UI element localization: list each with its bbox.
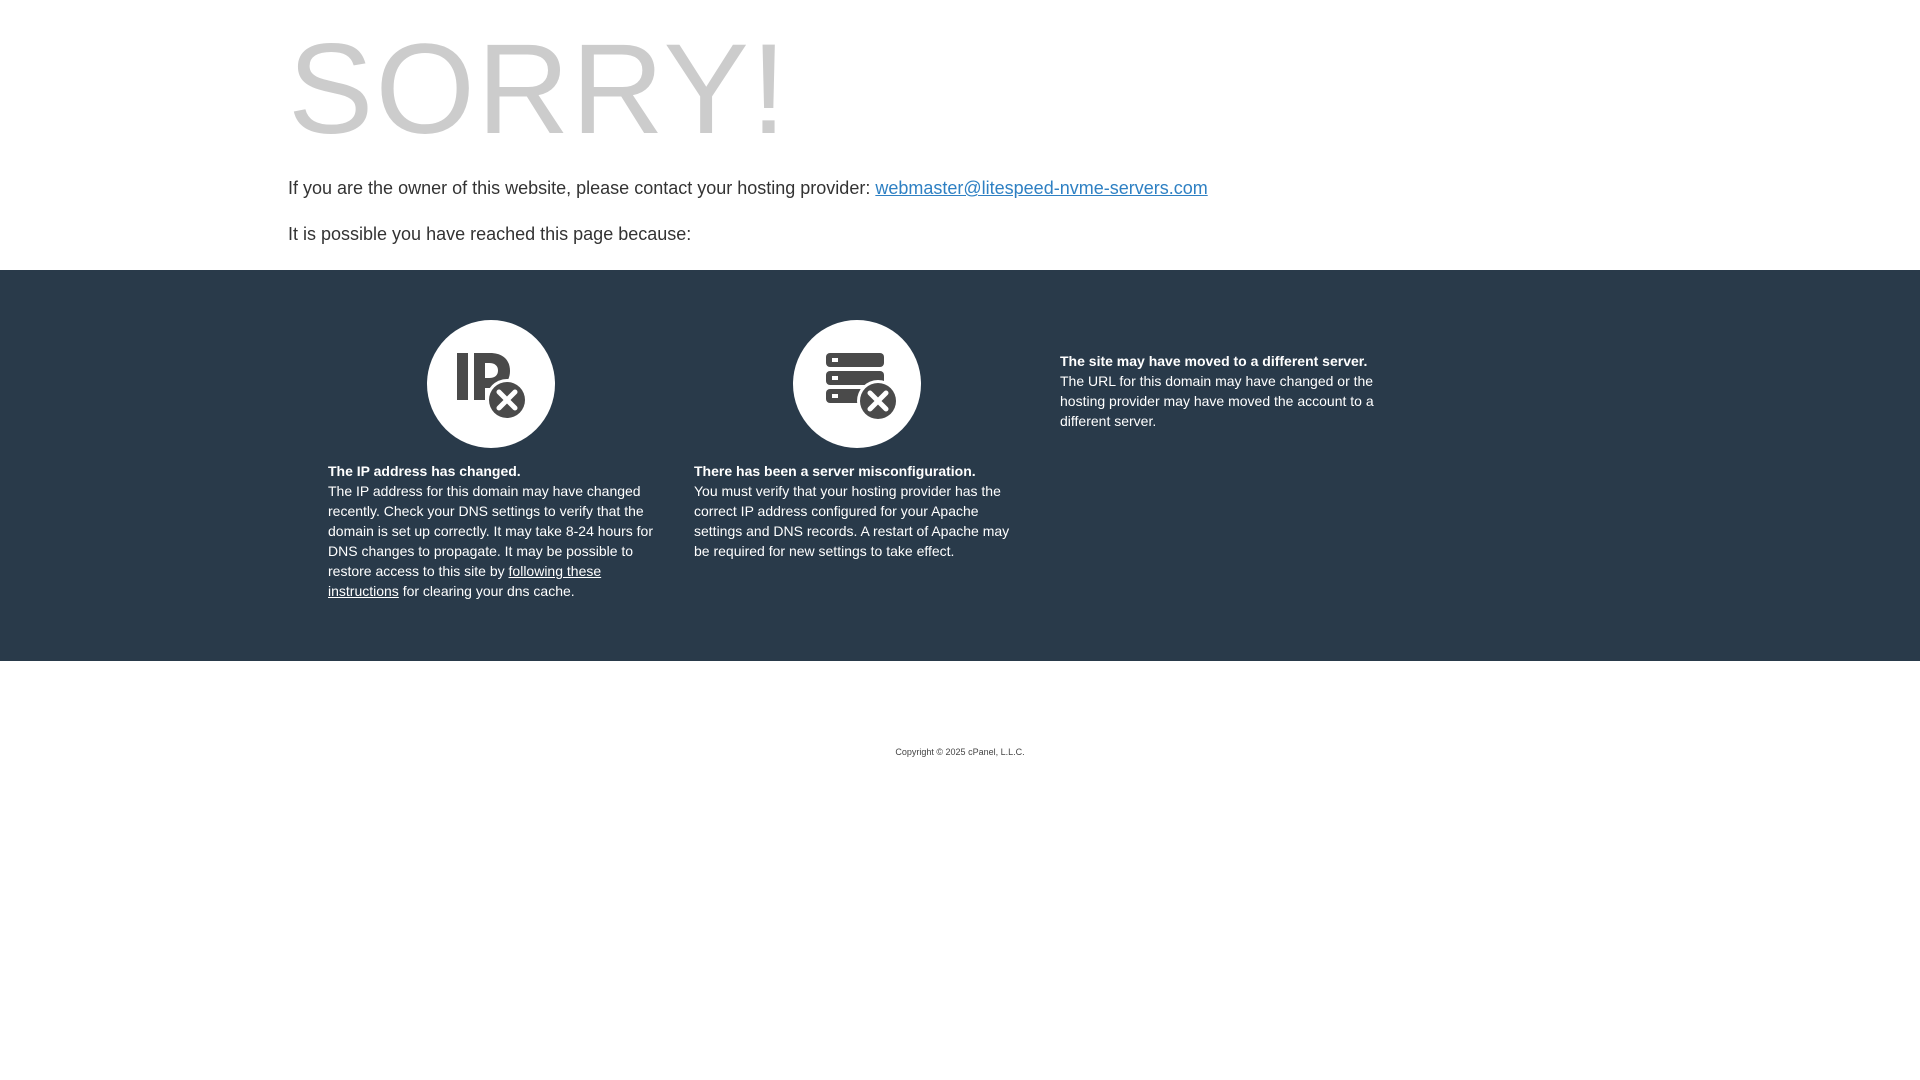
reason-body: The URL for this domain may have changed or the hosting provider may have moved the account to a different server. [1060,373,1374,429]
hosting-email-link[interactable]: webmaster@litespeed-nvme-servers.com [875,178,1208,198]
owner-contact-label: If you are the owner of this website, please contact your hosting provider: [288,178,871,198]
reason-body-tail: for clearing your dns cache. [402,583,575,599]
reason-title: There has been a server misconfiguration. [694,463,976,479]
header-section [288,0,1632,245]
reason-intro: It is possible you have reached this page because: [288,224,692,244]
reason-body: You must verify that your hosting provider has the correct IP address configured for your Apache settings and DNS records. A restart of Apache may be required for new settings to take effect. [694,483,1010,559]
reason-title: The IP address has changed. [328,463,521,479]
reason-body: The IP address for this domain may have changed recently. Check your DNS settings to verify that the domain is set up correctly. It may take 8-24 hours for DNS changes to propagate. It may be possible to restore access to this site by [328,483,653,579]
copyright-footer: Copyright © 2025 cPanel, L.L.C. [895,747,1025,757]
reason-ip-changed [328,320,658,601]
reason-title: The site may have moved to a different server. [1060,353,1368,369]
page-title: SORRY! [288,18,789,161]
dns-instructions-link[interactable]: following these instructions [328,563,602,599]
reason-site-moved [1060,351,1390,431]
ip-address-error-icon [427,320,555,448]
reason-server-misconfiguration [694,320,1024,561]
server-error-icon [793,320,921,448]
reasons-panel [0,270,1920,661]
